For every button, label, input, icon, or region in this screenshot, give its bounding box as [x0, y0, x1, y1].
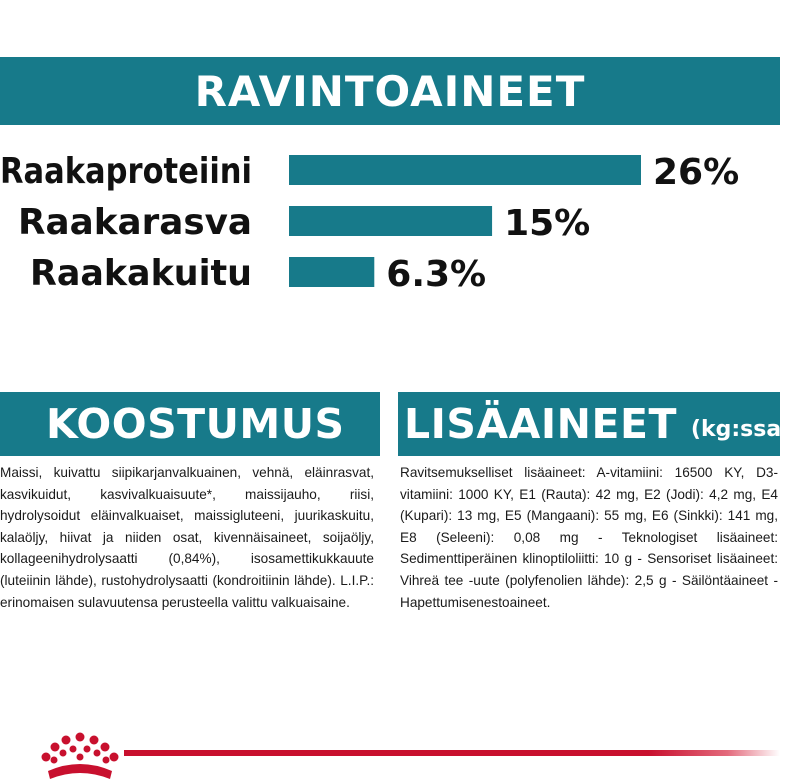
- additives-header: [398, 392, 791, 456]
- composition-text: Maissi, kuivattu siipikarjanvalkuainen, vehnä, eläinrasvat, kasvikuidut, kasvivalkuaisuute*, maissijauho, riisi, hydrolysoidut eläinvalkuaiset, maissigluteeni, juurikaskuitu, kalaöljy, hiivat ja niiden osat, kivennäisaineet, soijaöljy, kollageenihydrolysaatti (0,84%), isosamettikukkauute (luteiinin lähde), rustohydrolysaatti (kondroitiinin lähde). L.I.P.: erinomaisen sulavuutensa perusteella valittu valkuaisaine.: [0, 465, 374, 610]
- bar-raakaproteiini: [289, 155, 641, 185]
- bar-category-label: Raakakuitu: [30, 253, 252, 294]
- composition-header: [0, 392, 380, 456]
- bar-category-label: Raakaproteiini: [0, 151, 252, 192]
- bar-raakarasva: [289, 206, 492, 236]
- nutrients-title: RAVINTOAINEET: [194, 66, 586, 116]
- nutrient-bar-chart: [0, 135, 780, 305]
- bar-category-label: Raakarasva: [18, 202, 252, 243]
- composition-title: KOOSTUMUS: [46, 400, 345, 448]
- royal-canin-crown-icon: [38, 727, 122, 781]
- bar-value-label: 26%: [653, 152, 740, 193]
- additives-subtitle: (kg:ssa): [690, 416, 791, 442]
- footer-divider: [124, 750, 780, 756]
- bar-value-label: 6.3%: [386, 254, 487, 295]
- bar-raakakuitu: [289, 257, 374, 287]
- nutrients-banner: [0, 57, 780, 125]
- additives-title: LISÄAINEET: [404, 400, 677, 448]
- additives-text: Ravitsemukselliset lisäaineet: A-vitamiini: 16500 KY, D3-vitamiini: 1000 KY, E1 (Rauta): 42 mg, E2 (Jodi): 4,2 mg, E4 (Kupari): 13 mg, E5 (Mangaani): 55 mg, E6 (Sinkki): 141 mg, E8 (Seleeni): 0,08 mg - Teknologiset lisäaineet: Sedimenttiperäinen klinoptiloliitti: 10 g - Sensoriset lisäaineet: Vihreä tee -uute (polyfenolien lähde): 2,5 g - Säilöntäaineet - Hapettumisenestoaineet.: [400, 465, 778, 610]
- bar-value-label: 15%: [504, 203, 591, 244]
